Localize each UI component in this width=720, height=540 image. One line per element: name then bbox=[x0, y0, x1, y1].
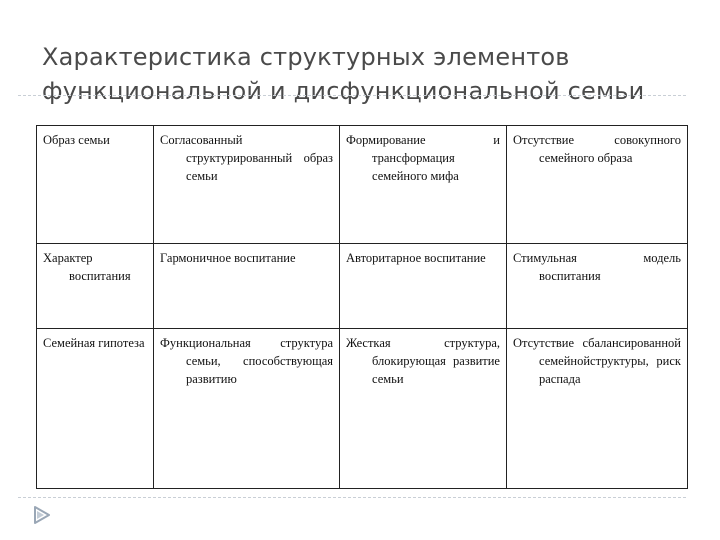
cell-functional: Согласованный структурированный образ семьи bbox=[160, 133, 333, 183]
row-header: Образ семьи bbox=[43, 133, 110, 147]
table-cell bbox=[154, 329, 340, 489]
title-divider bbox=[18, 95, 686, 96]
cell-dysfunctional: Жесткая структура, блокирующая развитие семьи bbox=[346, 336, 500, 386]
slide-title bbox=[42, 40, 692, 108]
cell-destructive: Отсутствие сбалансированной семейнойструктуры, риск распада bbox=[513, 336, 681, 386]
table-cell bbox=[154, 244, 340, 329]
title-line-2: функциональной и дисфункциональной семьи bbox=[42, 77, 645, 105]
characteristics-table bbox=[36, 125, 688, 489]
cell-functional: Функциональная структура семьи, способствующая развитию bbox=[160, 336, 333, 386]
row-header: Характер воспитания bbox=[43, 251, 131, 283]
table-cell bbox=[507, 244, 688, 329]
table-row bbox=[37, 329, 688, 489]
cell-destructive: Отсутствие совокупного семейного образа bbox=[513, 133, 681, 165]
table-cell bbox=[340, 126, 507, 244]
table-cell bbox=[154, 126, 340, 244]
cell-functional: Гармоничное воспитание bbox=[160, 251, 296, 265]
table-cell bbox=[37, 329, 154, 489]
cell-destructive: Стимульная модель воспитания bbox=[513, 251, 681, 283]
table-cell bbox=[37, 126, 154, 244]
row-header: Семейная гипотеза bbox=[43, 336, 145, 350]
table-cell bbox=[340, 329, 507, 489]
table-cell bbox=[507, 126, 688, 244]
table-row bbox=[37, 126, 688, 244]
table-cell bbox=[507, 329, 688, 489]
cell-dysfunctional: Формирование и трансформация семейного мифа bbox=[346, 133, 500, 183]
triangle-arrow-icon bbox=[33, 505, 51, 525]
table-cell bbox=[340, 244, 507, 329]
footer-divider bbox=[18, 497, 686, 498]
cell-dysfunctional: Авторитарное воспитание bbox=[346, 251, 486, 265]
table-row bbox=[37, 244, 688, 329]
table-cell bbox=[37, 244, 154, 329]
title-line-1: Характеристика структурных элементов bbox=[42, 43, 570, 71]
